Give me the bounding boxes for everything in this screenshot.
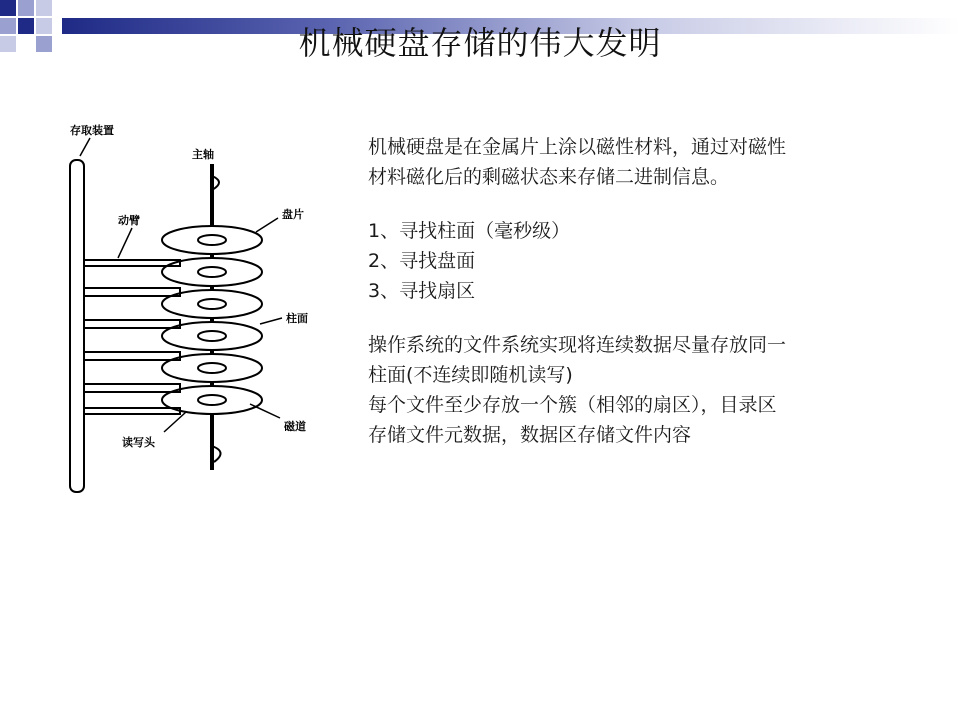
file-line-2: 存储文件元数据，数据区存储文件内容 bbox=[368, 424, 692, 446]
hard-disk-diagram bbox=[60, 120, 360, 500]
label-platter: 盘片 bbox=[282, 208, 304, 221]
content-text bbox=[368, 132, 928, 450]
label-arm: 动臂 bbox=[118, 214, 140, 227]
label-cylinder: 柱面 bbox=[286, 312, 308, 325]
label-actuator: 存取装置 bbox=[70, 124, 114, 137]
hard-disk-illustration bbox=[60, 120, 360, 500]
file-line-1: 每个文件至少存放一个簇（相邻的扇区），目录区 bbox=[368, 394, 777, 416]
deco-square-1 bbox=[0, 0, 16, 16]
intro-line-1: 机械硬盘是在金属片上涂以磁性材料，通过对磁性 bbox=[368, 136, 787, 158]
step-2: 2、寻找盘面 bbox=[368, 250, 476, 272]
step-1: 1、寻找柱面（毫秒级） bbox=[368, 220, 571, 242]
intro-line-2: 材料磁化后的剩磁状态来存储二进制信息。 bbox=[368, 166, 730, 188]
step-3: 3、寻找扇区 bbox=[368, 280, 476, 302]
deco-square-3 bbox=[36, 0, 52, 16]
deco-square-2 bbox=[18, 0, 34, 16]
actuator-column bbox=[70, 160, 84, 492]
os-line-2: 柱面(不连续即随机读写) bbox=[368, 364, 573, 386]
slide-title: 机械硬盘存储的伟大发明 bbox=[298, 24, 662, 62]
label-head: 读写头 bbox=[122, 436, 155, 449]
label-spindle: 主轴 bbox=[192, 148, 214, 161]
label-track: 磁道 bbox=[284, 420, 306, 433]
os-line-1: 操作系统的文件系统实现将连续数据尽量存放同一 bbox=[368, 334, 787, 356]
